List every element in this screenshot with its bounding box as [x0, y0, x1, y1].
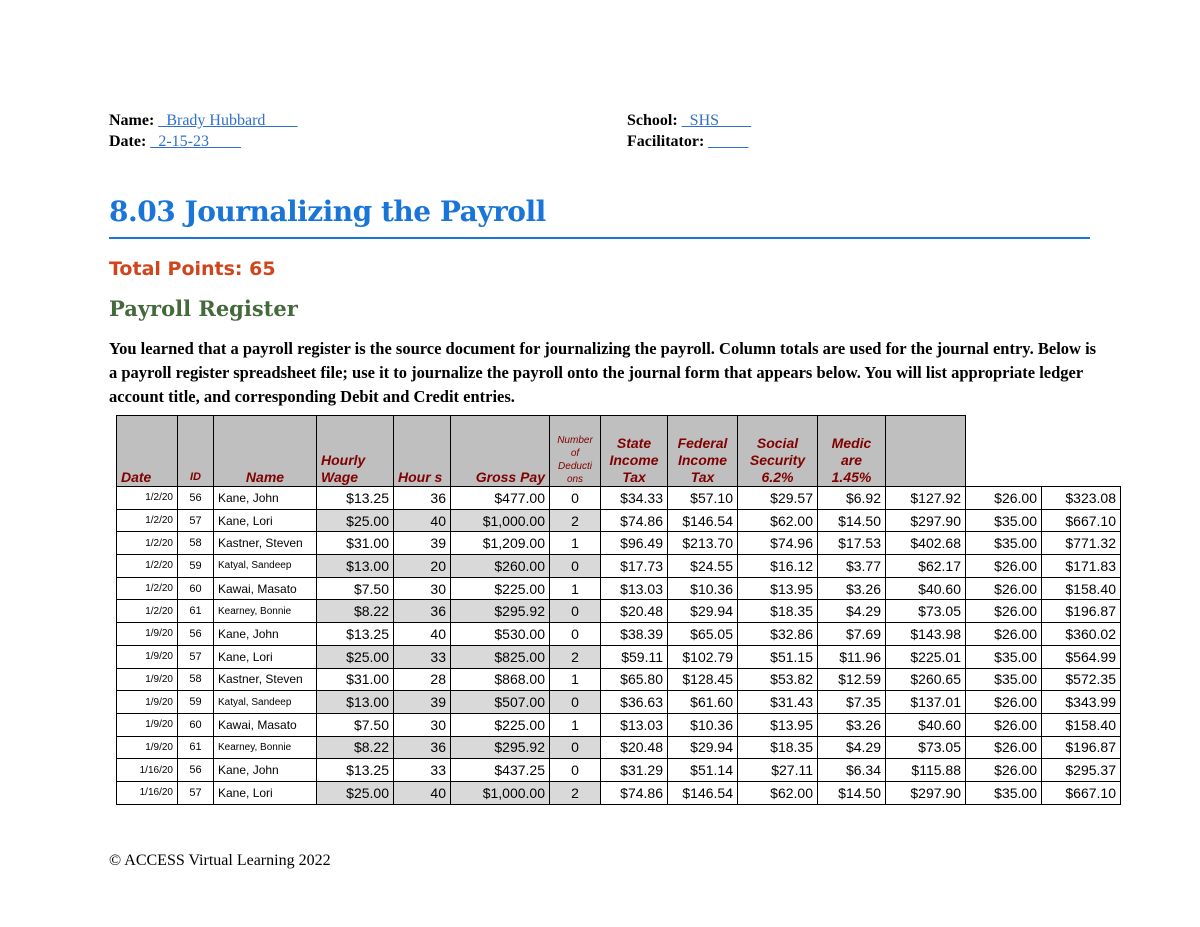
table-cell: $507.00	[451, 691, 550, 714]
table-row	[117, 577, 1121, 600]
table-cell: $4.29	[818, 600, 886, 623]
table-cell: $13.95	[738, 577, 818, 600]
table-cell: $62.00	[738, 509, 818, 532]
table-cell: 1/9/20	[117, 668, 178, 691]
table-cell: $51.14	[668, 759, 738, 782]
table-cell: $12.59	[818, 668, 886, 691]
table-cell: 28	[394, 668, 451, 691]
table-cell: $8.22	[317, 600, 394, 623]
table-cell: 0	[550, 736, 601, 759]
table-cell: $29.57	[738, 487, 818, 510]
table-cell: $158.40	[1042, 577, 1121, 600]
table-cell: $825.00	[451, 645, 550, 668]
table-cell: $13.00	[317, 555, 394, 578]
table-cell: 0	[550, 600, 601, 623]
table-cell: $26.00	[966, 577, 1042, 600]
table-cell: $35.00	[966, 509, 1042, 532]
table-cell: $3.77	[818, 555, 886, 578]
table-cell: $31.29	[601, 759, 668, 782]
table-row	[117, 555, 1121, 578]
table-cell: $35.00	[966, 781, 1042, 804]
table-cell: $3.26	[818, 713, 886, 736]
table-cell: $96.49	[601, 532, 668, 555]
column-header	[886, 416, 966, 487]
table-row	[117, 623, 1121, 646]
table-cell: $7.50	[317, 713, 394, 736]
table-cell: 36	[394, 600, 451, 623]
table-cell: $26.00	[966, 623, 1042, 646]
date-field	[109, 133, 241, 151]
table-cell: $297.90	[886, 509, 966, 532]
table-cell: 59	[178, 555, 214, 578]
table-cell: $564.99	[1042, 645, 1121, 668]
table-cell: Kastner, Steven	[214, 668, 317, 691]
table-cell: Kane, John	[214, 487, 317, 510]
column-header: Social Security 6.2%	[738, 416, 818, 487]
table-cell: $667.10	[1042, 509, 1121, 532]
table-cell: 0	[550, 555, 601, 578]
table-cell: $146.54	[668, 509, 738, 532]
table-cell: $13.00	[317, 691, 394, 714]
table-cell: $26.00	[966, 487, 1042, 510]
table-cell: 1	[550, 577, 601, 600]
table-cell: 1	[550, 713, 601, 736]
column-header: Date	[117, 416, 178, 487]
table-cell: $115.88	[886, 759, 966, 782]
table-cell: 60	[178, 577, 214, 600]
table-cell: $40.60	[886, 713, 966, 736]
table-cell: $260.65	[886, 668, 966, 691]
table-row	[117, 668, 1121, 691]
table-cell: 36	[394, 736, 451, 759]
table-cell: 1/9/20	[117, 736, 178, 759]
table-cell: $35.00	[966, 645, 1042, 668]
table-cell: $35.00	[966, 532, 1042, 555]
table-cell: $1,000.00	[451, 781, 550, 804]
column-header: State Income Tax	[601, 416, 668, 487]
column-header: ID	[178, 416, 214, 487]
column-header: Hour s	[394, 416, 451, 487]
table-cell: $26.00	[966, 555, 1042, 578]
table-cell: Kane, Lori	[214, 509, 317, 532]
table-cell: 56	[178, 623, 214, 646]
table-row	[117, 600, 1121, 623]
table-cell: $7.35	[818, 691, 886, 714]
table-cell: $20.48	[601, 600, 668, 623]
table-row	[117, 487, 1121, 510]
total-points: Total Points: 65	[109, 258, 276, 280]
column-header: Medic are 1.45%	[818, 416, 886, 487]
table-cell: $31.00	[317, 532, 394, 555]
table-cell: $213.70	[668, 532, 738, 555]
table-cell: $360.02	[1042, 623, 1121, 646]
date-value: _2-15-23____	[150, 133, 241, 150]
table-cell: Kawai, Masato	[214, 577, 317, 600]
table-cell: 61	[178, 736, 214, 759]
table-cell: $26.00	[966, 691, 1042, 714]
table-cell: $4.29	[818, 736, 886, 759]
table-cell: $31.00	[317, 668, 394, 691]
payroll-register-table	[116, 415, 1121, 805]
table-cell: $137.01	[886, 691, 966, 714]
table-cell: $26.00	[966, 600, 1042, 623]
table-cell: $17.73	[601, 555, 668, 578]
table-cell: $1,209.00	[451, 532, 550, 555]
table-cell: $225.01	[886, 645, 966, 668]
table-cell: 1/9/20	[117, 691, 178, 714]
table-cell: 20	[394, 555, 451, 578]
table-cell: $13.25	[317, 487, 394, 510]
table-cell: $27.11	[738, 759, 818, 782]
table-cell: $11.96	[818, 645, 886, 668]
table-cell: $10.36	[668, 713, 738, 736]
table-cell: $74.86	[601, 509, 668, 532]
table-cell: $36.63	[601, 691, 668, 714]
school-value: _SHS____	[681, 112, 752, 129]
table-cell: $20.48	[601, 736, 668, 759]
table-cell: 57	[178, 781, 214, 804]
table-cell: 2	[550, 781, 601, 804]
table-cell: 1/16/20	[117, 781, 178, 804]
page-title: 8.03 Journalizing the Payroll	[109, 195, 546, 228]
table-cell: $29.94	[668, 600, 738, 623]
table-cell: 0	[550, 623, 601, 646]
table-cell: $6.34	[818, 759, 886, 782]
table-cell: Kearney, Bonnie	[214, 600, 317, 623]
title-divider	[109, 237, 1090, 239]
facilitator-value: _____	[708, 133, 749, 150]
table-cell: $26.00	[966, 759, 1042, 782]
table-cell: Kane, John	[214, 759, 317, 782]
table-cell: 40	[394, 781, 451, 804]
table-cell: $13.25	[317, 759, 394, 782]
table-cell: 1/9/20	[117, 645, 178, 668]
table-cell: $143.98	[886, 623, 966, 646]
table-cell: $14.50	[818, 781, 886, 804]
table-cell: $295.92	[451, 600, 550, 623]
table-cell: $8.22	[317, 736, 394, 759]
table-cell: 40	[394, 623, 451, 646]
table-cell: $73.05	[886, 600, 966, 623]
table-cell: $40.60	[886, 577, 966, 600]
table-cell: $771.32	[1042, 532, 1121, 555]
name-label: Name:	[109, 112, 155, 129]
table-row	[117, 781, 1121, 804]
table-cell: 61	[178, 600, 214, 623]
table-cell: $26.00	[966, 713, 1042, 736]
table-cell: $7.69	[818, 623, 886, 646]
table-cell: $437.25	[451, 759, 550, 782]
table-cell: $16.12	[738, 555, 818, 578]
table-cell: 30	[394, 577, 451, 600]
table-cell: $73.05	[886, 736, 966, 759]
column-header	[1042, 416, 1121, 487]
table-cell: 30	[394, 713, 451, 736]
table-cell: Kastner, Steven	[214, 532, 317, 555]
table-cell: $13.95	[738, 713, 818, 736]
table-cell: Katyal, Sandeep	[214, 691, 317, 714]
table-cell: $1,000.00	[451, 509, 550, 532]
table-cell: 0	[550, 487, 601, 510]
table-cell: 57	[178, 509, 214, 532]
table-cell: $402.68	[886, 532, 966, 555]
table-cell: $25.00	[317, 645, 394, 668]
table-cell: $225.00	[451, 713, 550, 736]
table-cell: $225.00	[451, 577, 550, 600]
table-cell: $18.35	[738, 600, 818, 623]
table-cell: $196.87	[1042, 600, 1121, 623]
table-cell: 1/9/20	[117, 713, 178, 736]
section-heading: Payroll Register	[109, 296, 298, 321]
table-cell: $32.86	[738, 623, 818, 646]
table-cell: 39	[394, 532, 451, 555]
table-cell: Kawai, Masato	[214, 713, 317, 736]
intro-paragraph: You learned that a payroll register is the source document for journalizing the payroll. Column totals are used for the journal entry. Below is a payroll register spreadsheet file; use it to journalize the payroll onto the journal form that appears below. You will list appropriate ledger account title, and corresponding Debit and Credit entries.	[109, 339, 1097, 406]
table-cell: 2	[550, 509, 601, 532]
table-cell: $51.15	[738, 645, 818, 668]
table-cell: $102.79	[668, 645, 738, 668]
table-row	[117, 736, 1121, 759]
table-cell: $297.90	[886, 781, 966, 804]
table-cell: $10.36	[668, 577, 738, 600]
table-row	[117, 645, 1121, 668]
table-cell: $24.55	[668, 555, 738, 578]
table-cell: Kearney, Bonnie	[214, 736, 317, 759]
column-header: Federal Income Tax	[668, 416, 738, 487]
column-header: Hourly Wage	[317, 416, 394, 487]
table-cell: 0	[550, 691, 601, 714]
table-cell: $74.96	[738, 532, 818, 555]
table-cell: 1	[550, 532, 601, 555]
table-cell: $25.00	[317, 781, 394, 804]
column-header: Name	[214, 416, 317, 487]
table-cell: $6.92	[818, 487, 886, 510]
table-cell: 56	[178, 487, 214, 510]
table-row	[117, 532, 1121, 555]
table-cell: $295.92	[451, 736, 550, 759]
table-cell: 33	[394, 645, 451, 668]
table-cell: $61.60	[668, 691, 738, 714]
table-cell: $65.80	[601, 668, 668, 691]
table-header-row	[117, 416, 1121, 487]
table-cell: 1/9/20	[117, 623, 178, 646]
table-cell: 58	[178, 532, 214, 555]
table-cell: $53.82	[738, 668, 818, 691]
table-cell: $295.37	[1042, 759, 1121, 782]
table-cell: 33	[394, 759, 451, 782]
table-cell: 40	[394, 509, 451, 532]
table-cell: $74.86	[601, 781, 668, 804]
table-cell: $35.00	[966, 668, 1042, 691]
table-cell: 39	[394, 691, 451, 714]
facilitator-label: Facilitator:	[627, 133, 705, 150]
table-row	[117, 691, 1121, 714]
table-cell: $146.54	[668, 781, 738, 804]
table-cell: 57	[178, 645, 214, 668]
school-label: School:	[627, 112, 678, 129]
table-cell: $572.35	[1042, 668, 1121, 691]
table-cell: $127.92	[886, 487, 966, 510]
table-cell: 58	[178, 668, 214, 691]
table-cell: $343.99	[1042, 691, 1121, 714]
table-cell: $158.40	[1042, 713, 1121, 736]
table-cell: $196.87	[1042, 736, 1121, 759]
table-cell: $128.45	[668, 668, 738, 691]
table-cell: Katyal, Sandeep	[214, 555, 317, 578]
column-header: Gross Pay	[451, 416, 550, 487]
table-cell: $13.03	[601, 577, 668, 600]
name-value: _Brady Hubbard____	[158, 112, 298, 129]
table-cell: 1/2/20	[117, 509, 178, 532]
name-field	[109, 112, 297, 130]
table-cell: $38.39	[601, 623, 668, 646]
table-cell: 1/2/20	[117, 600, 178, 623]
column-header: Number of Deducti ons	[550, 416, 601, 487]
table-cell: $13.03	[601, 713, 668, 736]
table-cell: 60	[178, 713, 214, 736]
table-cell: $667.10	[1042, 781, 1121, 804]
table-cell: $7.50	[317, 577, 394, 600]
table-cell: 1/2/20	[117, 487, 178, 510]
table-cell: $29.94	[668, 736, 738, 759]
table-cell: $171.83	[1042, 555, 1121, 578]
table-cell: 1/2/20	[117, 577, 178, 600]
table-cell: $65.05	[668, 623, 738, 646]
table-cell: Kane, Lori	[214, 645, 317, 668]
table-cell: $25.00	[317, 509, 394, 532]
table-cell: $868.00	[451, 668, 550, 691]
table-cell: 56	[178, 759, 214, 782]
table-cell: $59.11	[601, 645, 668, 668]
table-cell: $31.43	[738, 691, 818, 714]
table-row	[117, 759, 1121, 782]
table-cell: 2	[550, 645, 601, 668]
table-row	[117, 509, 1121, 532]
column-header	[966, 416, 1042, 487]
date-label: Date:	[109, 133, 147, 150]
table-cell: $477.00	[451, 487, 550, 510]
table-cell: 36	[394, 487, 451, 510]
table-cell: $260.00	[451, 555, 550, 578]
table-cell: $26.00	[966, 736, 1042, 759]
facilitator-field	[627, 133, 748, 151]
table-cell: $3.26	[818, 577, 886, 600]
table-cell: Kane, Lori	[214, 781, 317, 804]
table-cell: $17.53	[818, 532, 886, 555]
table-cell: $57.10	[668, 487, 738, 510]
table-cell: $323.08	[1042, 487, 1121, 510]
school-field	[627, 112, 751, 130]
table-cell: 1	[550, 668, 601, 691]
table-cell: 1/2/20	[117, 555, 178, 578]
table-cell: $62.17	[886, 555, 966, 578]
table-cell: $530.00	[451, 623, 550, 646]
table-cell: $62.00	[738, 781, 818, 804]
table-cell: 0	[550, 759, 601, 782]
table-cell: $14.50	[818, 509, 886, 532]
copyright-footer: © ACCESS Virtual Learning 2022	[109, 852, 331, 869]
table-cell: $13.25	[317, 623, 394, 646]
table-cell: 1/16/20	[117, 759, 178, 782]
table-cell: Kane, John	[214, 623, 317, 646]
table-row	[117, 713, 1121, 736]
table-cell: $34.33	[601, 487, 668, 510]
table-cell: $18.35	[738, 736, 818, 759]
table-cell: 1/2/20	[117, 532, 178, 555]
table-cell: 59	[178, 691, 214, 714]
